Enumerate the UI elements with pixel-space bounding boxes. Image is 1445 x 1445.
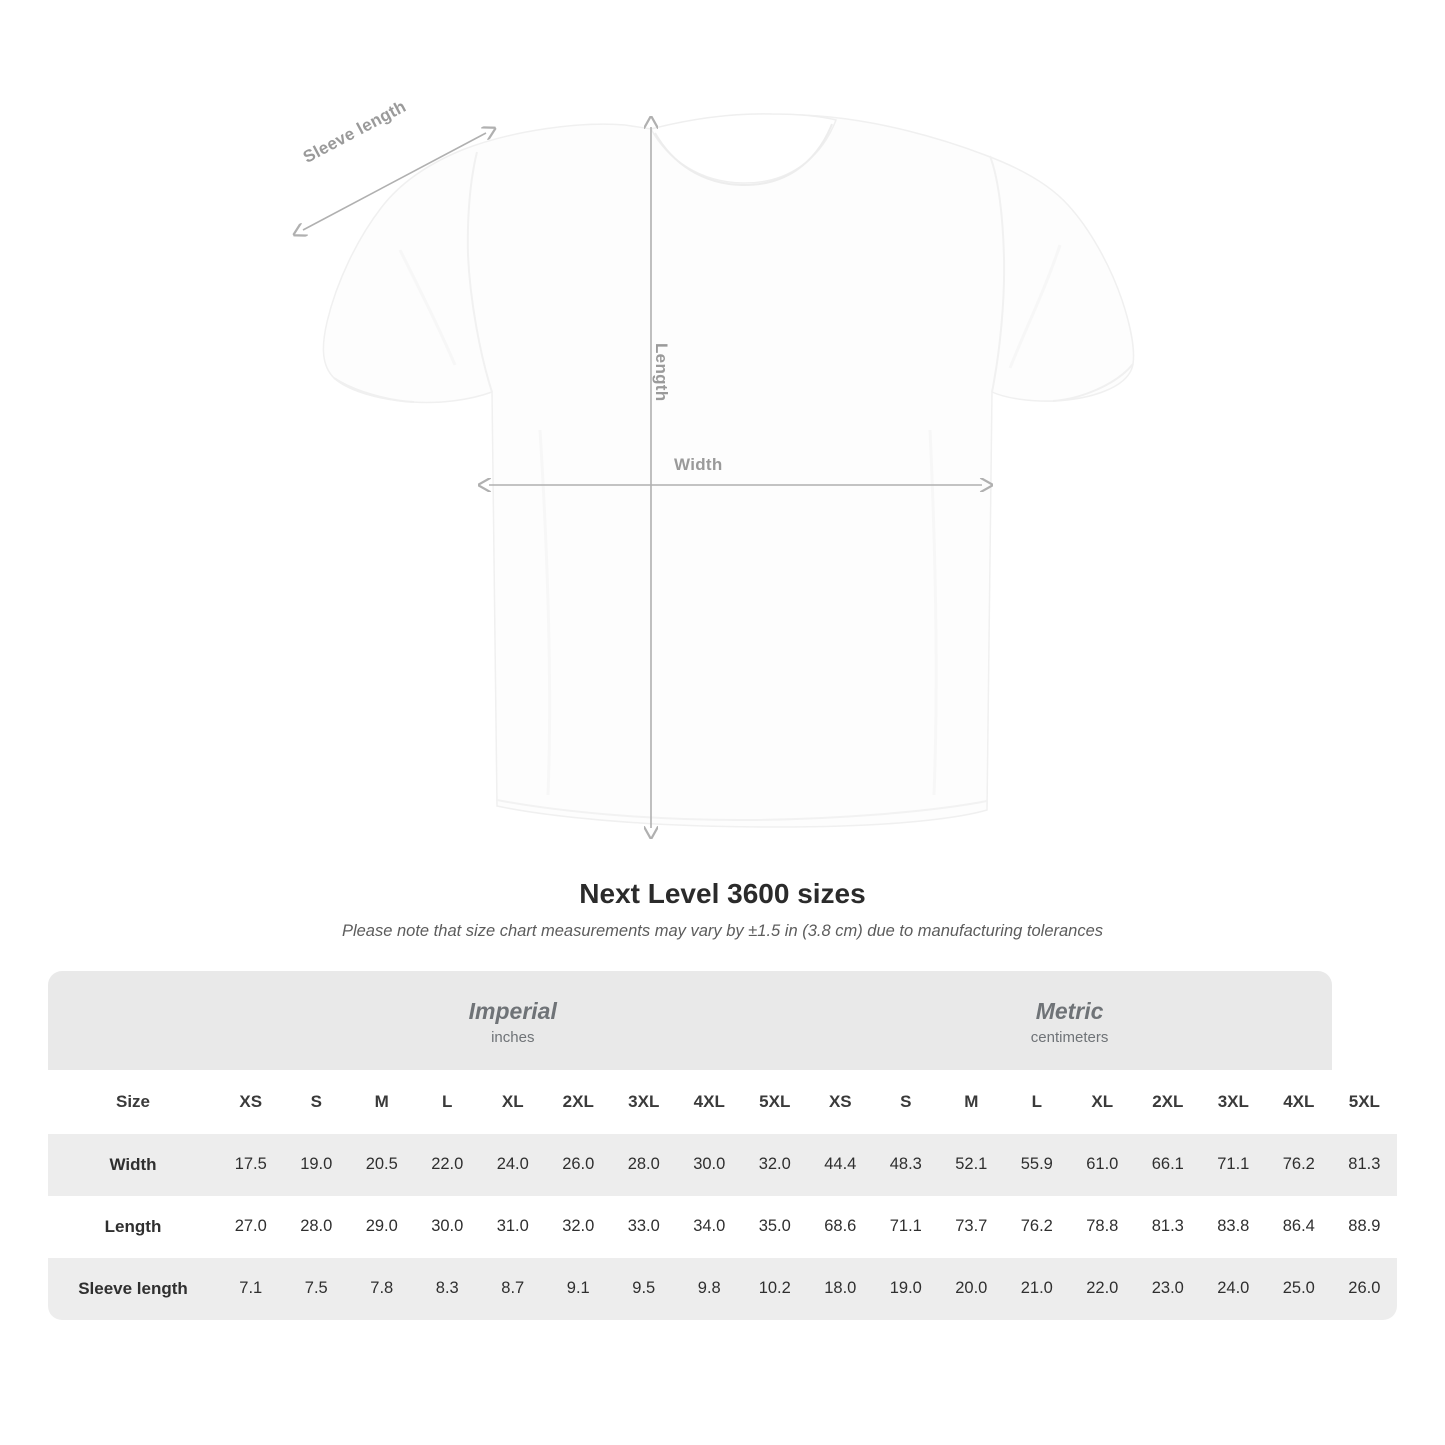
cell-length-3: 30.0: [415, 1196, 481, 1258]
size-col-5xl-metric: 5XL: [1332, 1070, 1398, 1134]
size-col-s-imperial: S: [284, 1070, 350, 1134]
cell-sleeve-13: 22.0: [1070, 1258, 1136, 1320]
cell-width-14: 66.1: [1135, 1134, 1201, 1196]
cell-width-17: 81.3: [1332, 1134, 1398, 1196]
size-header-label: Size: [48, 1070, 218, 1134]
cell-sleeve-17: 26.0: [1332, 1258, 1398, 1320]
cell-length-2: 29.0: [349, 1196, 415, 1258]
cell-width-2: 20.5: [349, 1134, 415, 1196]
units-header-row: [48, 971, 1397, 1070]
cell-sleeve-15: 24.0: [1201, 1258, 1267, 1320]
cell-width-16: 76.2: [1266, 1134, 1332, 1196]
imperial-header: [218, 971, 808, 1070]
cell-length-16: 86.4: [1266, 1196, 1332, 1258]
size-table: [48, 971, 1397, 1320]
cell-length-9: 68.6: [808, 1196, 874, 1258]
size-col-5xl-imperial: 5XL: [742, 1070, 808, 1134]
cell-width-6: 28.0: [611, 1134, 677, 1196]
cell-length-10: 71.1: [873, 1196, 939, 1258]
cell-length-1: 28.0: [284, 1196, 350, 1258]
table-row-length: [48, 1196, 1397, 1258]
cell-length-4: 31.0: [480, 1196, 546, 1258]
size-col-3xl-metric: 3XL: [1201, 1070, 1267, 1134]
size-col-xl-metric: XL: [1070, 1070, 1136, 1134]
cell-sleeve-6: 9.5: [611, 1258, 677, 1320]
cell-length-7: 34.0: [677, 1196, 743, 1258]
cell-width-10: 48.3: [873, 1134, 939, 1196]
cell-width-7: 30.0: [677, 1134, 743, 1196]
size-col-3xl-imperial: 3XL: [611, 1070, 677, 1134]
size-col-2xl-metric: 2XL: [1135, 1070, 1201, 1134]
cell-width-5: 26.0: [546, 1134, 612, 1196]
table-row-width: [48, 1134, 1397, 1196]
cell-width-0: 17.5: [218, 1134, 284, 1196]
length-label: Length: [652, 343, 671, 402]
size-col-s-metric: S: [873, 1070, 939, 1134]
cell-sleeve-9: 18.0: [808, 1258, 874, 1320]
cell-length-8: 35.0: [742, 1196, 808, 1258]
metric-sublabel: centimeters: [1030, 1028, 1109, 1046]
cell-width-11: 52.1: [939, 1134, 1005, 1196]
cell-length-15: 83.8: [1201, 1196, 1267, 1258]
units-corner-cell: [48, 971, 218, 1070]
cell-length-13: 78.8: [1070, 1196, 1136, 1258]
cell-sleeve-11: 20.0: [939, 1258, 1005, 1320]
size-col-4xl-imperial: 4XL: [677, 1070, 743, 1134]
cell-sleeve-7: 9.8: [677, 1258, 743, 1320]
size-col-2xl-imperial: 2XL: [546, 1070, 612, 1134]
cell-sleeve-5: 9.1: [546, 1258, 612, 1320]
title-block: [0, 878, 1445, 941]
cell-sleeve-14: 23.0: [1135, 1258, 1201, 1320]
size-col-m-imperial: M: [349, 1070, 415, 1134]
size-col-l-metric: L: [1004, 1070, 1070, 1134]
sizes-header-row: [48, 1070, 1397, 1134]
imperial-label: Imperial: [468, 998, 557, 1024]
cell-sleeve-0: 7.1: [218, 1258, 284, 1320]
cell-width-3: 22.0: [415, 1134, 481, 1196]
tolerance-note: Please note that size chart measurements may vary by ±1.5 in (3.8 cm) due to manufacturing tolerances: [341, 922, 1104, 940]
row-label-length: Length: [48, 1196, 218, 1258]
cell-sleeve-16: 25.0: [1266, 1258, 1332, 1320]
cell-width-8: 32.0: [742, 1134, 808, 1196]
cell-length-11: 73.7: [939, 1196, 1005, 1258]
cell-length-0: 27.0: [218, 1196, 284, 1258]
tshirt-shape: [323, 114, 1133, 827]
page-title: Next Level 3600 sizes: [579, 878, 866, 909]
cell-sleeve-3: 8.3: [415, 1258, 481, 1320]
cell-length-14: 81.3: [1135, 1196, 1201, 1258]
cell-sleeve-2: 7.8: [349, 1258, 415, 1320]
metric-header: [808, 971, 1332, 1070]
size-table-wrapper: [48, 971, 1397, 1320]
table-row-sleeve-length: [48, 1258, 1397, 1320]
cell-sleeve-1: 7.5: [284, 1258, 350, 1320]
row-label-width: Width: [48, 1134, 218, 1196]
size-col-m-metric: M: [939, 1070, 1005, 1134]
cell-width-12: 55.9: [1004, 1134, 1070, 1196]
cell-sleeve-10: 19.0: [873, 1258, 939, 1320]
cell-sleeve-8: 10.2: [742, 1258, 808, 1320]
cell-width-1: 19.0: [284, 1134, 350, 1196]
cell-width-9: 44.4: [808, 1134, 874, 1196]
row-label-sleeve-length: Sleeve length: [48, 1258, 218, 1320]
cell-sleeve-4: 8.7: [480, 1258, 546, 1320]
cell-length-17: 88.9: [1332, 1196, 1398, 1258]
size-col-xl-imperial: XL: [480, 1070, 546, 1134]
size-col-l-imperial: L: [415, 1070, 481, 1134]
cell-sleeve-12: 21.0: [1004, 1258, 1070, 1320]
cell-width-13: 61.0: [1070, 1134, 1136, 1196]
size-col-xs-metric: XS: [808, 1070, 874, 1134]
size-col-4xl-metric: 4XL: [1266, 1070, 1332, 1134]
cell-width-4: 24.0: [480, 1134, 546, 1196]
sleeve-length-label: Sleeve length: [300, 96, 410, 167]
width-label: Width: [674, 455, 723, 474]
imperial-sublabel: inches: [491, 1028, 535, 1046]
cell-length-12: 76.2: [1004, 1196, 1070, 1258]
metric-label: Metric: [1035, 998, 1104, 1024]
cell-length-5: 32.0: [546, 1196, 612, 1258]
cell-length-6: 33.0: [611, 1196, 677, 1258]
size-col-xs-imperial: XS: [218, 1070, 284, 1134]
cell-width-15: 71.1: [1201, 1134, 1267, 1196]
